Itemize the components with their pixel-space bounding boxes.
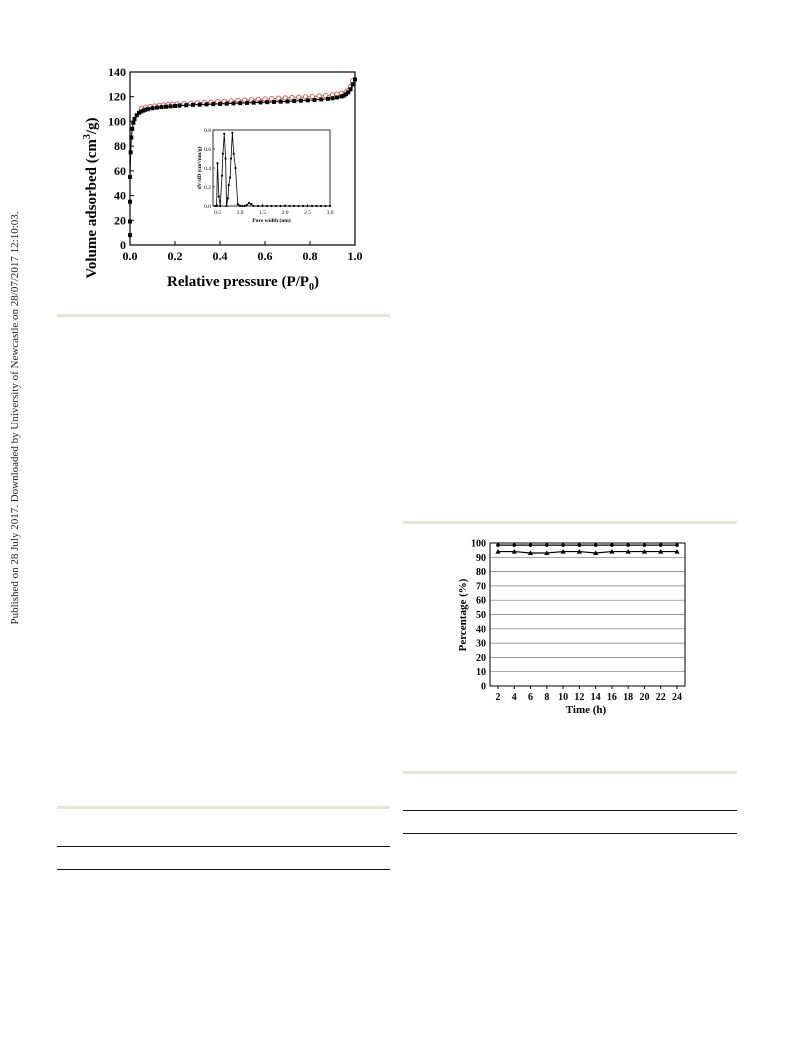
inset-point: [218, 195, 220, 197]
inset-point: [306, 205, 308, 207]
adsorption-point: [128, 220, 132, 224]
publication-sidebar: [0, 0, 30, 1039]
adsorption-point: [146, 107, 150, 111]
table-rule: [57, 846, 390, 847]
adsorption-point: [245, 101, 249, 105]
x-tick-label: 1.0: [347, 249, 363, 263]
adsorption-point: [238, 101, 242, 105]
inset-x-tick-label: 2.5: [304, 210, 311, 216]
x-tick-label: 14: [590, 692, 601, 703]
y-tick-label: 40: [476, 624, 486, 636]
inset-y-tick-label: 0.6: [204, 147, 211, 153]
series-upper-point: [643, 543, 647, 547]
inset-point: [243, 205, 245, 207]
x-tick-label: 0.8: [302, 249, 318, 263]
section-rule: [57, 806, 390, 809]
inset-point: [329, 205, 331, 207]
adsorption-point: [164, 105, 168, 109]
inset-point: [261, 205, 263, 207]
adsorption-point: [326, 97, 330, 101]
inset-point: [234, 167, 236, 169]
inset-point: [229, 176, 231, 178]
x-tick-label: 8: [544, 692, 550, 703]
adsorption-point: [151, 106, 155, 110]
adsorption-point: [349, 87, 353, 91]
inset-x-tick-label: 1.0: [236, 210, 244, 216]
table-rule: [403, 810, 737, 811]
inset-point: [284, 205, 286, 207]
inset-x-tick-label: 2.0: [281, 210, 289, 216]
inset-x-tick-label: 1.5: [259, 210, 266, 216]
adsorption-point: [129, 150, 133, 154]
adsorption-point: [191, 103, 195, 107]
x-tick-label: 6: [528, 692, 534, 703]
inset-x-tick-label: 3.0: [326, 210, 334, 216]
isotherm-ylabel: Volume adsorbed $(cm^3/g)$: [82, 117, 100, 279]
adsorption-point: [128, 175, 132, 179]
adsorption-point: [129, 135, 133, 139]
y-tick-label: 0: [481, 681, 486, 693]
adsorption-point: [259, 100, 263, 104]
series-upper-point: [545, 543, 549, 547]
inset-point: [266, 205, 268, 207]
inset-point: [302, 205, 304, 207]
x-tick-label: 18: [623, 692, 634, 703]
adsorption-point: [292, 99, 296, 103]
y-tick-label: 120: [108, 89, 126, 104]
inset-y-tick-label: 0.2: [204, 185, 211, 191]
y-tick-label: 60: [476, 595, 486, 607]
series-upper-point: [496, 543, 500, 547]
inset-point: [315, 205, 317, 207]
adsorption-point: [178, 104, 182, 108]
inset-point: [275, 205, 277, 207]
adsorption-point: [299, 99, 303, 103]
x-tick-label: 20: [639, 692, 650, 703]
y-tick-label: 20: [476, 652, 486, 664]
series-upper-point: [529, 543, 533, 547]
adsorption-point: [331, 96, 335, 100]
y-tick-label: 50: [476, 610, 486, 621]
inset-point: [311, 205, 313, 207]
adsorption-point: [286, 99, 290, 103]
series-upper-point: [610, 543, 614, 547]
series-upper-point: [578, 543, 582, 547]
inset-point: [320, 205, 322, 207]
y-tick-label: 140: [108, 65, 126, 79]
inset-point: [227, 197, 229, 199]
x-tick-label: 0.2: [167, 249, 183, 263]
series-upper-point: [659, 543, 663, 547]
inset-point: [216, 162, 218, 164]
adsorption-point: [131, 121, 135, 125]
adsorption-point: [211, 102, 215, 106]
adsorption-point: [335, 95, 339, 99]
inset-point: [219, 205, 221, 207]
inset-point: [257, 205, 259, 207]
adsorption-point: [173, 104, 177, 108]
inset-point: [221, 175, 223, 177]
adsorption-point: [319, 97, 323, 101]
inset-point: [288, 205, 290, 207]
adsorption-point: [279, 100, 283, 104]
y-tick-label: 80: [476, 567, 486, 579]
inset-point: [228, 184, 230, 186]
y-tick-label: 60: [114, 163, 126, 178]
stability-ylabel: Percentage (%): [457, 578, 469, 652]
table-rule: [57, 869, 390, 870]
inset-point: [233, 153, 235, 155]
x-tick-label: 0.6: [257, 249, 273, 263]
inset-point: [231, 132, 233, 134]
adsorption-point: [265, 100, 269, 104]
y-tick-label: 70: [476, 581, 486, 593]
adsorption-point: [184, 103, 188, 107]
series-upper-point: [675, 543, 679, 547]
adsorption-point: [198, 103, 202, 107]
adsorption-point: [353, 77, 357, 81]
x-tick-label: 10: [558, 692, 569, 703]
x-tick-label: 22: [655, 692, 666, 703]
series-upper-point: [626, 543, 630, 547]
series-upper-point: [594, 543, 598, 547]
publication-notice: Published on 28 July 2017. Downloaded by University of Newcastle on 28/07/2017 12:10:03.: [9, 211, 21, 625]
x-tick-label: 12: [574, 692, 585, 703]
stability-xlabel: Time (h): [565, 704, 607, 716]
adsorption-point: [160, 105, 164, 109]
series-lower-line: [498, 552, 677, 553]
adsorption-point: [133, 117, 137, 121]
stability-plot: [471, 539, 685, 704]
adsorption-point: [306, 98, 310, 102]
x-tick-label: 4: [511, 692, 517, 703]
y-tick-label: 10: [476, 667, 486, 679]
isotherm-chart: [70, 60, 380, 300]
inset-point: [225, 205, 227, 207]
isotherm-xlabel: Relative pressure $(P/P_0)$: [167, 274, 319, 293]
y-tick-label: 100: [108, 114, 126, 129]
inset-point: [222, 153, 224, 155]
adsorption-point: [232, 101, 236, 105]
y-tick-label: 30: [476, 638, 486, 650]
adsorption-point: [205, 102, 209, 106]
inset-y-tick-label: 0.8: [204, 128, 211, 134]
adsorption-point: [351, 82, 355, 86]
pore-size-inset: [196, 128, 334, 224]
adsorption-point: [169, 104, 173, 108]
inset-point: [324, 205, 326, 207]
inset-point: [241, 205, 243, 207]
adsorption-point: [225, 102, 229, 106]
y-tick-label: 0: [120, 238, 126, 252]
stability-chart: [440, 532, 700, 722]
inset-point: [216, 205, 218, 207]
series-upper-point: [512, 543, 516, 547]
section-rule: [57, 314, 390, 317]
inset-point: [246, 204, 248, 206]
inset-point: [293, 205, 295, 207]
y-tick-label: 90: [476, 552, 486, 564]
x-tick-label: 0.0: [122, 249, 138, 263]
adsorption-point: [155, 106, 159, 110]
table-rule: [403, 833, 737, 834]
adsorption-point: [272, 100, 276, 104]
adsorption-point: [313, 98, 317, 102]
x-tick-label: 2: [495, 692, 501, 703]
adsorption-point: [128, 200, 132, 204]
x-tick-label: 24: [672, 692, 682, 703]
inset-point: [248, 202, 250, 204]
y-tick-label: 20: [114, 213, 126, 228]
y-tick-label: 80: [114, 139, 126, 154]
inset-point: [230, 157, 232, 159]
inset-point: [223, 133, 225, 135]
inset-point: [270, 205, 272, 207]
inset-point: [279, 205, 281, 207]
section-rule: [403, 521, 737, 524]
y-tick-label: 100: [471, 538, 486, 550]
section-rule: [403, 771, 737, 774]
inset-point: [239, 205, 241, 207]
inset-y-tick-label: 0.0: [204, 204, 211, 210]
inset-ylabel: dV/dD (cm³/nm/g): [197, 146, 203, 190]
adsorption-point: [218, 102, 222, 106]
inset-point: [225, 157, 227, 159]
x-tick-label: 16: [606, 692, 617, 703]
x-tick-label: 0.4: [212, 249, 228, 263]
inset-point: [252, 205, 254, 207]
inset-point: [250, 203, 252, 205]
y-tick-label: 40: [114, 188, 126, 203]
inset-y-tick-label: 0.4: [204, 166, 211, 172]
adsorption-point: [252, 101, 256, 105]
inset-x-tick-label: 0.5: [214, 210, 221, 216]
adsorption-point: [130, 127, 134, 131]
inset-xlabel: Pore width (nm): [252, 218, 291, 224]
inset-point: [237, 203, 239, 205]
adsorption-point: [128, 233, 132, 237]
inset-point: [297, 205, 299, 207]
series-upper-point: [561, 543, 565, 547]
